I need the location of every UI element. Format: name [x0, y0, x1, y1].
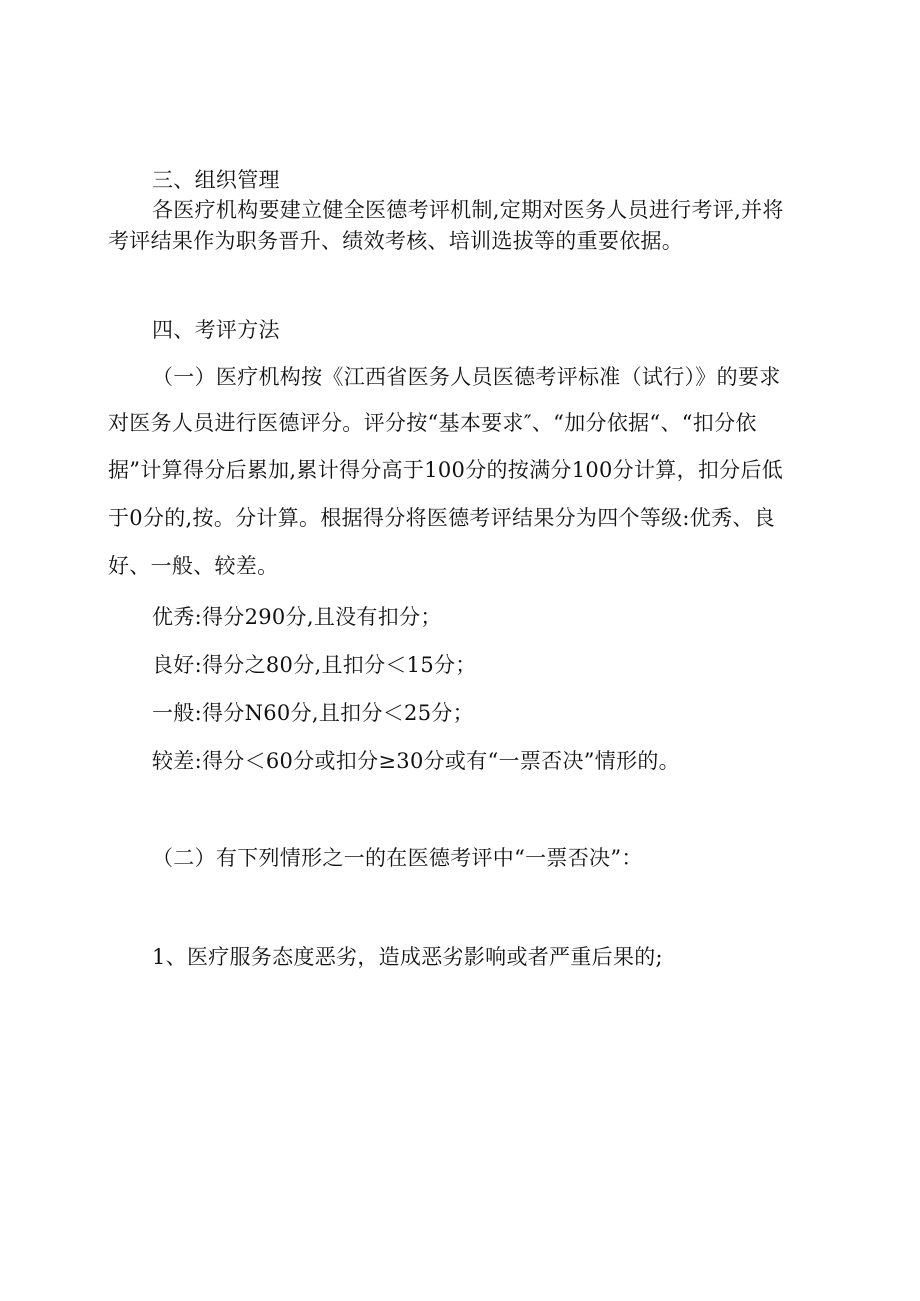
item1-line-4: 于0分的,按。分计算。根据得分将医德考评结果分为四个等级:优秀、良	[108, 506, 776, 530]
section3-para-line-2: 考评结果作为职务晋升、绩效考核、培训选拔等的重要依据。	[108, 229, 684, 253]
item1-line-5: 好、一般、较差。	[108, 554, 279, 578]
item1-line-1: （一）医疗机构按《江西省医务人员医德考评标准（试行）》的要求	[152, 365, 781, 389]
section4-heading: 四、考评方法	[152, 318, 280, 342]
grade-excellent: 优秀:得分290分,且没有扣分；	[152, 605, 442, 629]
section3-heading: 三、组织管理	[152, 168, 280, 192]
item1-line-2: 对医务人员进行医德评分。评分按“基本要求″、“加分依据“、“扣分依	[108, 411, 757, 435]
grade-good: 良好:得分之80分,且扣分＜15分；	[152, 653, 477, 677]
grade-average: 一般:得分N60分,且扣分＜25分；	[152, 701, 474, 725]
section3-para-line-1: 各医疗机构要建立健全医德考评机制,定期对医务人员进行考评,并将	[152, 198, 784, 222]
veto-item-1: 1、医疗服务态度恶劣，造成恶劣影响或者严重后果的;	[152, 945, 663, 969]
grade-poor: 较差:得分＜60分或扣分≥30分或有“一票否决”情形的。	[152, 749, 680, 773]
item2-heading: （二）有下列情形之一的在医德考评中“一票否决”：	[152, 846, 643, 870]
item1-line-3: 据”计算得分后累加,累计得分高于100分的按满分100分计算，扣分后低	[108, 458, 784, 482]
